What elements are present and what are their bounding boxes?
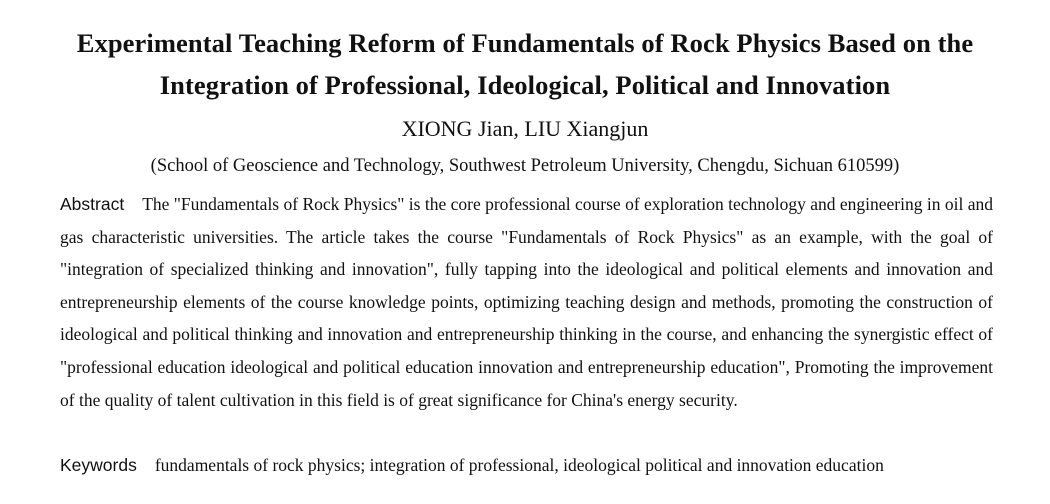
paper-title-line-2: Integration of Professional, Ideological, Political and Innovation (159, 70, 891, 100)
abstract-label: Abstract (60, 194, 125, 214)
keywords-text: fundamentals of rock physics; integration of professional, ideological political and innovation education (154, 455, 884, 475)
affiliation: (School of Geoscience and Technology, Southwest Petroleum University, Chengdu, Sichuan 610599) (150, 156, 900, 176)
keywords-label: Keywords (60, 455, 137, 475)
paper-title (0, 22, 1050, 106)
abstract-paragraph (60, 188, 993, 416)
keywords-paragraph (60, 450, 1000, 480)
author-list: XIONG Jian, LIU Xiangjun (401, 116, 649, 141)
paper-title-line-1: Experimental Teaching Reform of Fundamentals of Rock Physics Based on the (76, 28, 974, 58)
abstract-text: The "Fundamentals of Rock Physics" is the core professional course of exploration technology and engineering in oil and gas characteristic universities. The article takes the course "Fundamentals of Rock Physics" as an example, with the goal of "integration of specialized thinking and innovation", fully tapping into the ideological and political elements and innovation and entrepreneurship elements of the course knowledge points, optimizing teaching design and methods, promoting the construction of ideological and political thinking and innovation and entrepreneurship thinking in the course, and enhancing the synergistic effect of "professional education ideological and political education innovation and entrepreneurship education", Promoting the improvement of the quality of talent cultivation in this field is of great significance for China's energy security. (60, 194, 993, 410)
